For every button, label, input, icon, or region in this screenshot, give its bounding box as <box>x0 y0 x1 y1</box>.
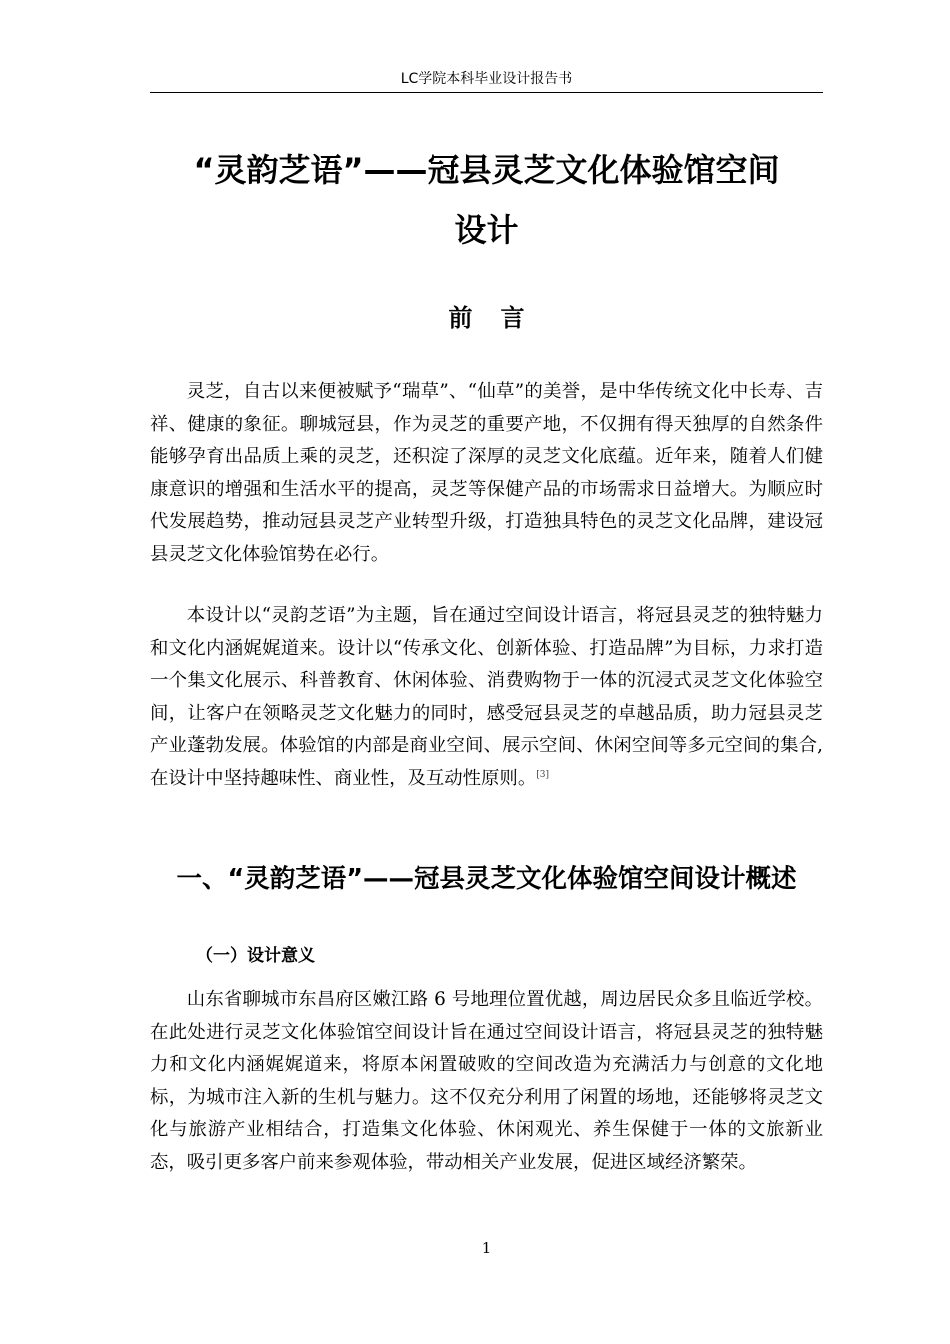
section-1-heading: 一、“灵韵芝语”——冠县灵芝文化体验馆空间设计概述 <box>176 864 797 894</box>
page-number: 1 <box>481 1239 492 1257</box>
running-header: LC学院本科毕业设计报告书 <box>400 71 573 87</box>
document-title-line2: 设计 <box>454 211 519 249</box>
preface-heading: 前言 <box>448 304 553 332</box>
preface-paragraph-2-text: 本设计以“灵韵芝语”为主题，旨在通过空间设计语言，将冠县灵芝的独特魅力和文化内涵娓娓道来。设计以“传承文化、创新体验、打造品牌”为目标，力求打造一个集文化展示、科普教育、休闲体验、消费购物于一体的沉浸式灵芝文化体验空间，让客户在领略灵芝文化魅力的同时，感受冠县灵芝的卓越品质，助力冠县灵芝产业蓬勃发展。体验馆的内部是商业空间、展示空间、休闲空间等多元空间的集合,在设计中坚持趣味性、商业性，及互动性原则。 <box>150 605 823 789</box>
preface-paragraph-1: 灵芝，自古以来便被赋予“瑞草”、“仙草”的美誉，是中华传统文化中长寿、吉祥、健康的象征。聊城冠县，作为灵芝的重要产地，不仅拥有得天独厚的自然条件能够孕育出品质上乘的灵芝，还积淀了深厚的灵芝文化底蕴。近年来，随着人们健康意识的增强和生活水平的提高，灵芝等保健产品的市场需求日益增大。为顺应时代发展趋势，推动冠县灵芝产业转型升级，打造独具特色的灵芝文化品牌，建设冠县灵芝文化体验馆势在必行。 <box>150 381 823 565</box>
subsection-1-paragraph: 山东省聊城市东昌府区嫩江路 6 号地理位置优越，周边居民众多且临近学校。在此处进行灵芝文化体验馆空间设计旨在通过空间设计语言，将冠县灵芝的独特魅力和文化内涵娓娓道来，将原本闲置破败的空间改造为充满活力与创意的文化地标，为城市注入新的生机与魅力。这不仅充分利用了闲置的场地，还能够将灵芝文化与旅游产业相结合，打造集文化体验、休闲观光、养生保健于一体的文旅新业态，吸引更多客户前来参观体验，带动相关产业发展，促进区域经济繁荣。 <box>150 989 823 1173</box>
subsection-1-heading: （一）设计意义 <box>196 946 315 966</box>
preface-paragraph-2 <box>150 600 823 795</box>
header-rule <box>150 92 823 93</box>
document-title-line1: “灵韵芝语”——冠县灵芝文化体验馆空间 <box>193 151 780 189</box>
citation-reference: [3] <box>536 769 549 780</box>
